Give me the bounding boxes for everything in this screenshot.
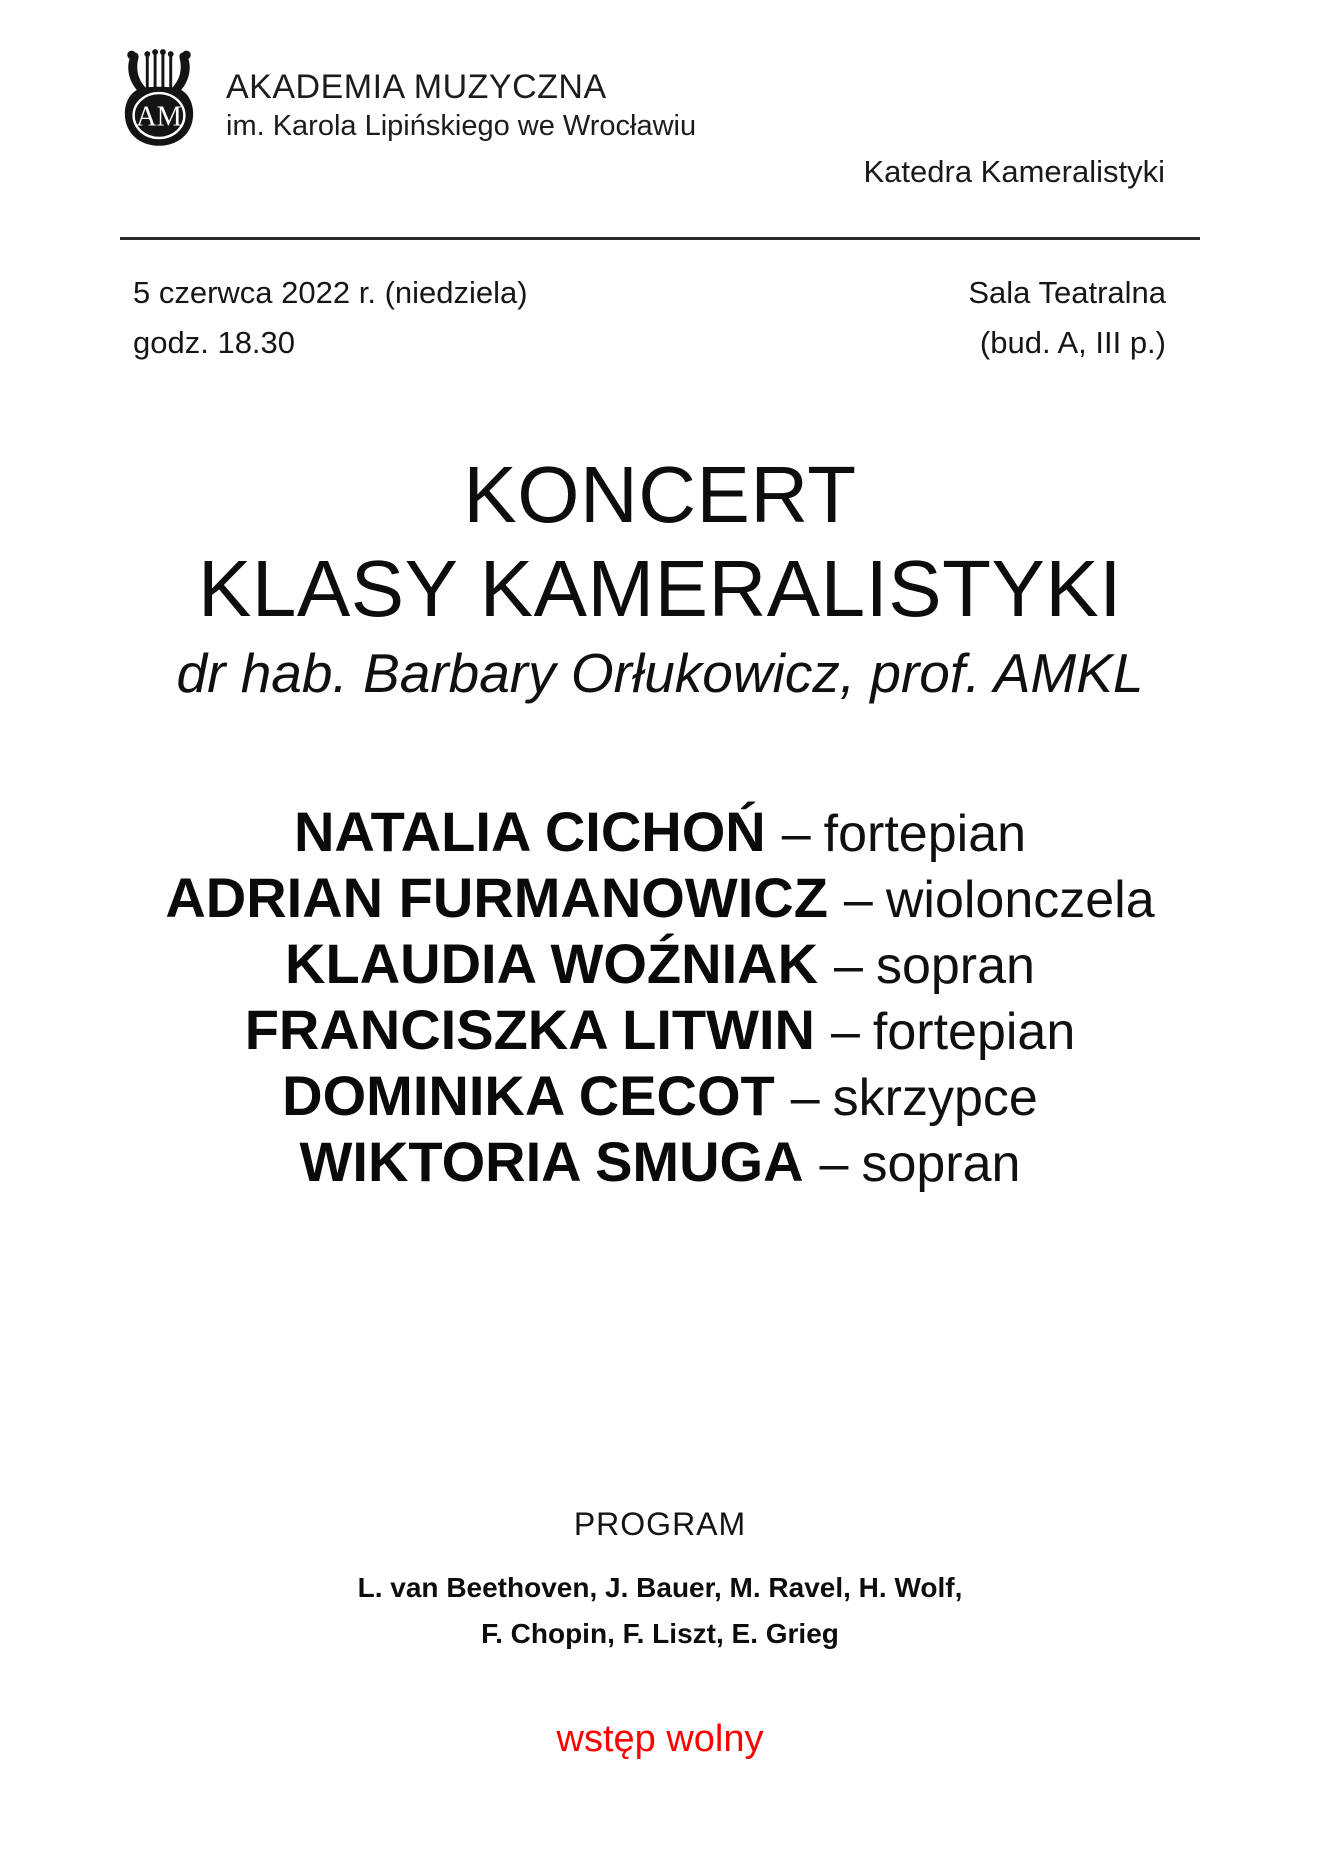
performer-instrument: wiolonczela: [885, 871, 1155, 929]
performer-name: FRANCISZKA LITWIN: [244, 998, 815, 1061]
concert-title-line2: KLASY KAMERALISTYKI: [198, 544, 1122, 633]
event-venue: [968, 268, 1166, 368]
performer-name: WIKTORIA SMUGA: [299, 1130, 804, 1193]
header-divider: [120, 237, 1200, 240]
event-info: [120, 268, 1200, 368]
title-block: [120, 448, 1200, 704]
performer-separator: –: [834, 937, 863, 995]
performer-separator: –: [819, 1135, 849, 1193]
event-time: godz. 18.30: [133, 325, 296, 360]
performers-list: [120, 799, 1200, 1195]
performer-row: [120, 865, 1200, 931]
composers-line1: L. van Beethoven, J. Bauer, M. Ravel, H. Wolf,: [357, 1572, 963, 1603]
program-heading: PROGRAM: [573, 1506, 747, 1542]
performer-row: [120, 1063, 1200, 1129]
institution-name: AKADEMIA MUZYCZNA: [226, 68, 607, 106]
header: [118, 45, 1320, 147]
concert-title-line1: KONCERT: [463, 450, 857, 539]
composers-line2: F. Chopin, F. Liszt, E. Grieg: [481, 1618, 839, 1649]
performer-separator: –: [781, 805, 811, 863]
performer-row: [120, 997, 1200, 1063]
performer-separator: –: [830, 1003, 860, 1061]
performer-separator: –: [790, 1069, 820, 1127]
performer-name: ADRIAN FURMANOWICZ: [165, 866, 828, 929]
performer-row: [120, 931, 1200, 997]
lyre-logo-icon: [118, 45, 200, 147]
performer-name: DOMINIKA CECOT: [282, 1064, 775, 1127]
department-label: Katedra Kameralistyki: [863, 154, 1165, 189]
performer-instrument: fortepian: [823, 805, 1027, 863]
performer-row: [120, 1129, 1200, 1195]
composers-block: [120, 1565, 1200, 1657]
event-date: 5 czerwca 2022 r. (niedziela): [133, 275, 528, 310]
performer-instrument: fortepian: [872, 1003, 1076, 1061]
performer-instrument: sopran: [875, 937, 1035, 995]
performer-name: KLAUDIA WOŹNIAK: [285, 932, 819, 995]
logo-monogram: AM: [136, 101, 182, 133]
admission-notice: wstęp wolny: [556, 1718, 764, 1760]
performer-instrument: sopran: [861, 1135, 1021, 1193]
performer-name: NATALIA CICHOŃ: [293, 800, 766, 863]
performer-row: [120, 799, 1200, 865]
venue-detail: (bud. A, III p.): [979, 325, 1166, 360]
institution-subtitle: im. Karola Lipińskiego we Wrocławiu: [226, 110, 697, 142]
event-datetime: [133, 268, 528, 368]
performer-separator: –: [843, 871, 873, 929]
performer-instrument: skrzypce: [832, 1069, 1038, 1127]
concert-subtitle: dr hab. Barbary Orłukowicz, prof. AMKL: [176, 642, 1144, 704]
institution-block: [226, 67, 696, 144]
venue-name: Sala Teatralna: [968, 275, 1166, 310]
